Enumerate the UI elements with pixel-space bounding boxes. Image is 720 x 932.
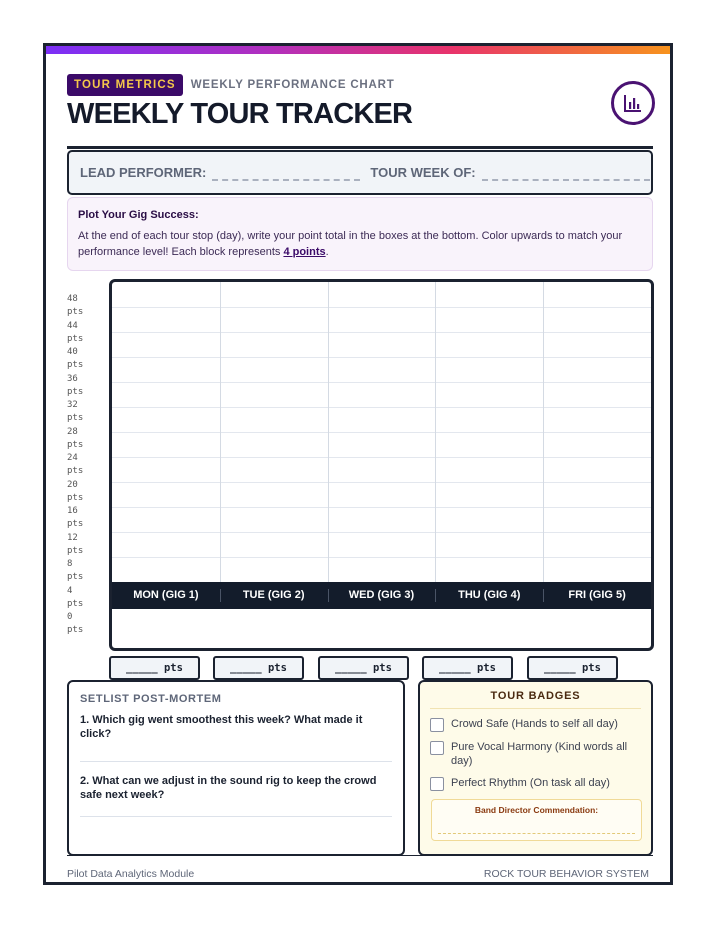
lead-performer-field[interactable] — [212, 165, 360, 181]
badge-item[interactable] — [430, 740, 641, 768]
y-tick-label: 44 pts — [67, 321, 84, 344]
grid-row — [112, 482, 651, 483]
answer-line-2[interactable] — [80, 802, 392, 817]
tour-week-field[interactable] — [482, 165, 650, 181]
badge-item[interactable] — [430, 776, 641, 791]
day-label: TUE (GIG 2) — [220, 582, 328, 609]
commendation-line — [438, 833, 635, 834]
badge-item[interactable] — [430, 717, 641, 732]
y-tick-label: 20 pts — [67, 480, 84, 503]
question-1: 1. Which gig went smoothest this week? What made it click? — [80, 714, 363, 740]
y-tick-label: 12 pts — [67, 533, 84, 556]
instructions-body — [78, 228, 642, 260]
grid-row — [112, 532, 651, 533]
day-label: WED (GIG 3) — [328, 582, 436, 609]
tour-badges-panel — [418, 680, 653, 856]
grid-row — [112, 357, 651, 358]
y-tick-label: 36 pts — [67, 374, 84, 397]
lead-performer-label: LEAD PERFORMER: — [80, 165, 207, 180]
eyebrow-row — [67, 74, 395, 96]
commendation-label: Band Director Commendation: — [474, 805, 599, 815]
points-total-box[interactable]: _____ pts — [318, 656, 409, 680]
badges-title: TOUR BADGES — [430, 690, 641, 709]
worksheet-page — [43, 43, 673, 885]
page-title: WEEKLY TOUR TRACKER — [67, 98, 413, 130]
question-2: 2. What can we adjust in the sound rig to keep the crowd safe next week? — [80, 775, 377, 801]
gradient-top-bar — [46, 46, 670, 54]
tour-metrics-tag: TOUR METRICS — [67, 74, 183, 96]
eyebrow-subtitle: WEEKLY PERFORMANCE CHART — [190, 79, 395, 91]
badge-label: Perfect Rhythm (On task all day) — [451, 777, 610, 789]
bar-chart-icon — [611, 81, 655, 125]
info-fields-box — [67, 150, 653, 195]
grid-column-divider — [435, 282, 436, 582]
grid-row — [112, 382, 651, 383]
y-tick-label: 24 pts — [67, 453, 84, 476]
grid-row — [112, 407, 651, 408]
grid-row — [112, 307, 651, 308]
instructions-heading: Plot Your Gig Success: — [78, 209, 199, 221]
footer-right-text: ROCK TOUR BEHAVIOR SYSTEM — [483, 868, 649, 880]
tracker-chart[interactable] — [109, 279, 654, 651]
footer-divider — [67, 855, 653, 856]
point-totals-row — [109, 656, 654, 680]
y-tick-label: 16 pts — [67, 506, 84, 529]
grid-row — [112, 557, 651, 558]
answer-line-1[interactable] — [80, 741, 392, 762]
badge-checkbox[interactable] — [430, 777, 444, 791]
y-tick-label: 0 pts — [67, 612, 84, 635]
grid-column-divider — [220, 282, 221, 582]
points-total-box[interactable]: _____ pts — [527, 656, 618, 680]
y-tick-label: 48 pts — [67, 294, 84, 317]
grid-row — [112, 457, 651, 458]
postmortem-title: SETLIST POST-MORTEM — [80, 693, 222, 705]
title-divider — [67, 146, 653, 149]
day-label: MON (GIG 1) — [133, 589, 199, 601]
grid-row — [112, 432, 651, 433]
instructions-end: . — [325, 246, 329, 258]
footer-left-text: Pilot Data Analytics Module — [67, 868, 195, 880]
y-tick-label: 8 pts — [67, 559, 84, 582]
y-tick-label: 32 pts — [67, 400, 84, 423]
grid-row — [112, 332, 651, 333]
instructions-text: At the end of each tour stop (day), write your point total in the boxes at the bottom. Color upwards to match your performance level! Each block represents — [78, 230, 623, 258]
y-tick-label: 40 pts — [67, 347, 84, 370]
badge-label: Crowd Safe (Hands to self all day) — [451, 718, 618, 730]
setlist-postmortem-panel — [67, 680, 405, 856]
tour-week-label: TOUR WEEK OF: — [370, 165, 476, 180]
badge-checkbox[interactable] — [430, 741, 444, 755]
points-total-box[interactable]: _____ pts — [213, 656, 304, 680]
day-labels-band — [112, 582, 651, 609]
grid-column-divider — [543, 282, 544, 582]
day-label: THU (GIG 4) — [435, 582, 543, 609]
points-total-box[interactable]: _____ pts — [109, 656, 200, 680]
badge-label: Pure Vocal Harmony (Kind words all day) — [451, 741, 628, 767]
points-emphasis: 4 points — [283, 246, 326, 258]
grid-row — [112, 507, 651, 508]
y-tick-label: 28 pts — [67, 427, 84, 450]
y-tick-label: 4 pts — [67, 586, 84, 609]
badge-checkbox[interactable] — [430, 718, 444, 732]
commendation-box[interactable] — [431, 799, 642, 841]
day-label: FRI (GIG 5) — [543, 582, 651, 609]
instructions-panel — [67, 197, 653, 271]
points-total-box[interactable]: _____ pts — [422, 656, 513, 680]
grid-column-divider — [328, 282, 329, 582]
